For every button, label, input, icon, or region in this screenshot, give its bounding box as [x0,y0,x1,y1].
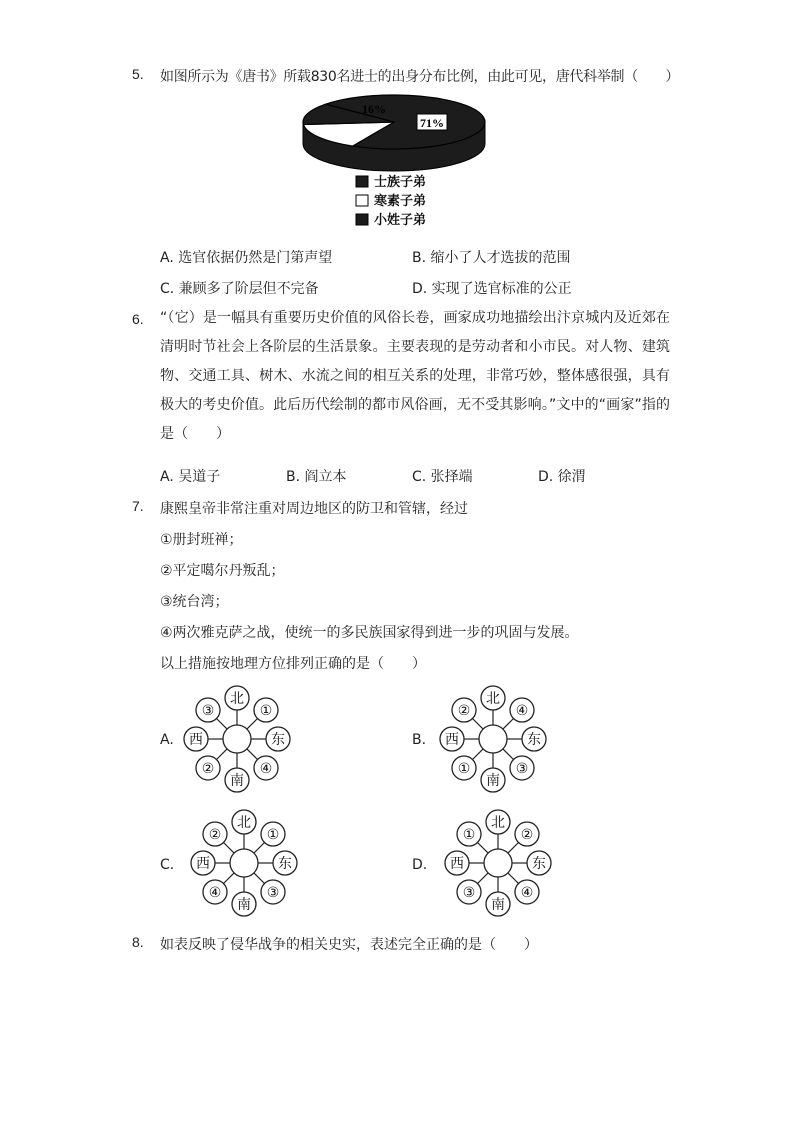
legend-swatch-2 [356,195,368,206]
node-label-south: 南 [486,773,500,789]
q8-stem: 如表反映了侵华战争的相关史实，表述完全正确的是（ ） [160,937,538,953]
node-label-sw: ② [201,760,215,777]
spoke-ne [254,842,265,853]
q6-option-a: A. 吴道子 [160,469,221,485]
q7-number: 7. [132,498,144,514]
q6-stem: “（它）是一幅具有重要历史价值的风俗长卷，画家成功地描绘出汴京城内及近郊在清明时节社会上各阶层的生活景象。主要表现的是劳动者和小市民。对人物、建筑物、交通工具、树木、水流之间的相互关系的处理，非常巧妙，整体感很强，具有极大的考史价值。此后历代绘制的都市风俗画，无不受其影响。”文中的“画家”指的是（ ） [160,310,670,442]
q7-stem: 康熙皇帝非常注重对周边地区的防卫和管辖，经过 [160,501,468,517]
node-label-sw: ③ [462,884,476,901]
q7-option-a-label: A. [160,732,174,748]
q7-item-1: ①册封班禅； [160,532,243,548]
q5-number: 5. [132,66,144,82]
spoke-nw [223,842,234,853]
node-label-north: 北 [486,691,500,707]
node-label-west: 西 [196,856,210,872]
node-label-south: 南 [230,773,244,789]
node-label-south: 南 [237,897,251,913]
q6-option-d: D. 徐渭 [538,469,586,485]
node-label-se: ③ [515,760,529,777]
spoke-se [247,749,258,760]
q7-option-c-diagram [184,808,304,918]
node-label-se: ③ [266,884,280,901]
node-label-north: 北 [237,815,251,831]
node-label-sw: ① [457,760,471,777]
node-label-west: 西 [445,732,459,748]
node-label-east: 东 [532,856,546,872]
spoke-se [508,873,519,884]
legend-label-1: 士族子弟 [374,175,427,190]
q5-pie-chart [298,92,498,242]
q7-item-3: ③统台湾； [160,594,229,610]
node-label-south: 南 [491,897,505,913]
q7-question: 以上措施按地理方位排列正确的是（ ） [160,656,426,672]
node-label-se: ④ [520,884,534,901]
legend-label-3: 小姓子弟 [374,213,427,228]
node-label-north: 北 [491,815,505,831]
spoke-ne [247,718,258,729]
q5-option-d: D. 实现了选官标准的公正 [412,281,572,297]
legend-label-2: 寒素子弟 [374,194,427,209]
node-label-nw: ② [208,827,222,844]
hub [230,849,258,877]
node-label-east: 东 [527,732,541,748]
q6-option-b: B. 阎立本 [286,469,347,485]
node-label-ne: ② [520,827,534,844]
node-label-nw: ② [457,703,471,720]
pie-label-16: 16% [362,102,386,116]
spoke-sw [223,873,234,884]
q5-stem: 如图所示为《唐书》所载830名进士的出身分布比例，由此可见，唐代科举制（ ） [160,69,680,85]
q6-number: 6. [132,311,144,327]
hub [479,725,507,753]
hub [223,725,251,753]
q5-option-b: B. 缩小了人才选拔的范围 [412,250,571,266]
node-label-north: 北 [230,691,244,707]
spoke-se [503,749,514,760]
q8-number: 8. [132,934,144,950]
q7-item-2: ②平定噶尔丹叛乱； [160,563,285,579]
node-label-west: 西 [450,856,464,872]
node-label-nw: ① [462,827,476,844]
spoke-nw [216,718,227,729]
q6-option-c: C. 张择端 [412,469,473,485]
spoke-sw [472,749,483,760]
legend-swatch-3 [356,214,368,225]
hub [484,849,512,877]
spoke-sw [477,873,488,884]
spoke-ne [508,842,519,853]
spoke-nw [472,718,483,729]
legend-swatch-1 [356,176,368,187]
node-label-east: 东 [271,732,285,748]
q7-option-b-label: B. [412,732,427,748]
q7-option-a-diagram [177,684,297,794]
q7-item-4: ④两次雅克萨之战，使统一的多民族国家得到进一步的巩固与发展。 [160,625,579,641]
pie-label-71: 71% [420,116,444,130]
spoke-ne [503,718,514,729]
node-label-ne: ④ [515,703,529,720]
node-label-east: 东 [278,856,292,872]
spoke-sw [216,749,227,760]
node-label-ne: ① [266,827,280,844]
q7-option-c-label: C. [160,857,175,873]
node-label-west: 西 [189,732,203,748]
node-label-se: ④ [259,760,273,777]
spoke-nw [477,842,488,853]
q7-option-b-diagram [433,684,553,794]
q5-option-c: C. 兼顾多了阶层但不完备 [160,281,319,297]
spoke-se [254,873,265,884]
q7-option-d-label: D. [412,857,428,873]
q7-option-d-diagram [438,808,558,918]
node-label-ne: ① [259,703,273,720]
node-label-nw: ③ [201,703,215,720]
q5-option-a: A. 选官依据仍然是门第声望 [160,250,333,266]
node-label-sw: ④ [208,884,222,901]
